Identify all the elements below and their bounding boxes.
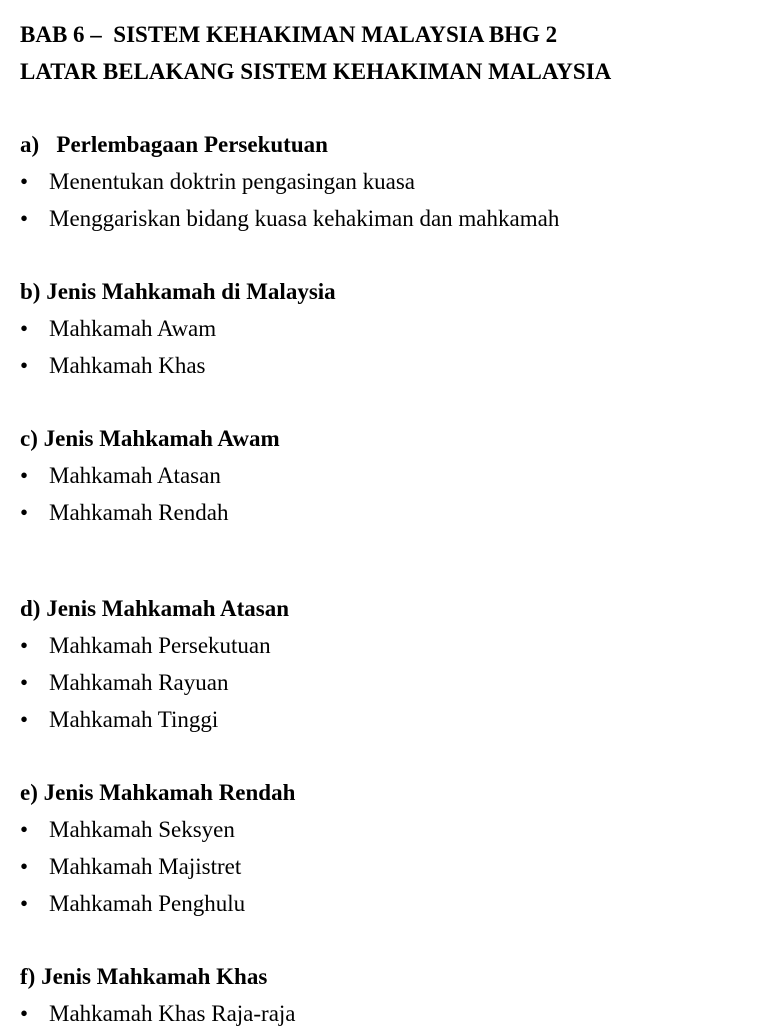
list-item (20, 848, 750, 885)
section-heading: b) Jenis Mahkamah di Malaysia (20, 279, 336, 304)
section-e (20, 774, 750, 922)
document-title-line-1: BAB 6 – SISTEM KEHAKIMAN MALAYSIA BHG 2 (20, 22, 558, 47)
bullet-icon: • (20, 891, 29, 916)
bullet-icon: • (20, 500, 29, 525)
list-item-text: Mahkamah Atasan (49, 463, 221, 488)
section-heading: e) Jenis Mahkamah Rendah (20, 780, 296, 805)
section-heading: d) Jenis Mahkamah Atasan (20, 596, 290, 621)
list-item-text: Menggariskan bidang kuasa kehakiman dan mahkamah (49, 206, 560, 231)
list-item-text: Mahkamah Rendah (49, 500, 229, 525)
list-item (20, 811, 750, 848)
bullet-icon: • (20, 633, 29, 658)
list-item (20, 627, 750, 664)
bullet-icon: • (20, 353, 29, 378)
section-a (20, 126, 750, 237)
list-item-text: Mahkamah Majistret (49, 854, 242, 879)
list-item-text: Mahkamah Rayuan (49, 670, 229, 695)
list-item (20, 163, 750, 200)
list-item (20, 494, 750, 531)
section-d (20, 590, 750, 738)
list-item-text: Mahkamah Khas Raja-raja (49, 1001, 296, 1026)
bullet-icon: • (20, 707, 29, 732)
list-item (20, 995, 750, 1032)
list-item (20, 200, 750, 237)
bullet-icon: • (20, 169, 29, 194)
list-item-text: Menentukan doktrin pengasingan kuasa (49, 169, 415, 194)
bullet-icon: • (20, 463, 29, 488)
bullet-icon: • (20, 1001, 29, 1026)
section-c (20, 420, 750, 531)
list-item (20, 347, 750, 384)
bullet-icon: • (20, 854, 29, 879)
bullet-icon: • (20, 206, 29, 231)
bullet-icon: • (20, 670, 29, 695)
list-item (20, 310, 750, 347)
list-item-text: Mahkamah Penghulu (49, 891, 246, 916)
list-item (20, 457, 750, 494)
section-heading: c) Jenis Mahkamah Awam (20, 426, 280, 451)
list-item (20, 664, 750, 701)
list-item-text: Mahkamah Awam (49, 316, 217, 341)
list-item (20, 701, 750, 738)
document-title-line-2: LATAR BELAKANG SISTEM KEHAKIMAN MALAYSIA (20, 59, 612, 84)
list-item-text: Mahkamah Persekutuan (49, 633, 271, 658)
section-heading: f) Jenis Mahkamah Khas (20, 964, 268, 989)
section-f (20, 958, 750, 1032)
bullet-icon: • (20, 817, 29, 842)
section-heading: a) Perlembagaan Persekutuan (20, 132, 328, 157)
list-item-text: Mahkamah Tinggi (49, 707, 219, 732)
section-b (20, 273, 750, 384)
document-page (20, 16, 750, 1032)
list-item-text: Mahkamah Seksyen (49, 817, 235, 842)
list-item-text: Mahkamah Khas (49, 353, 206, 378)
list-item (20, 885, 750, 922)
bullet-icon: • (20, 316, 29, 341)
